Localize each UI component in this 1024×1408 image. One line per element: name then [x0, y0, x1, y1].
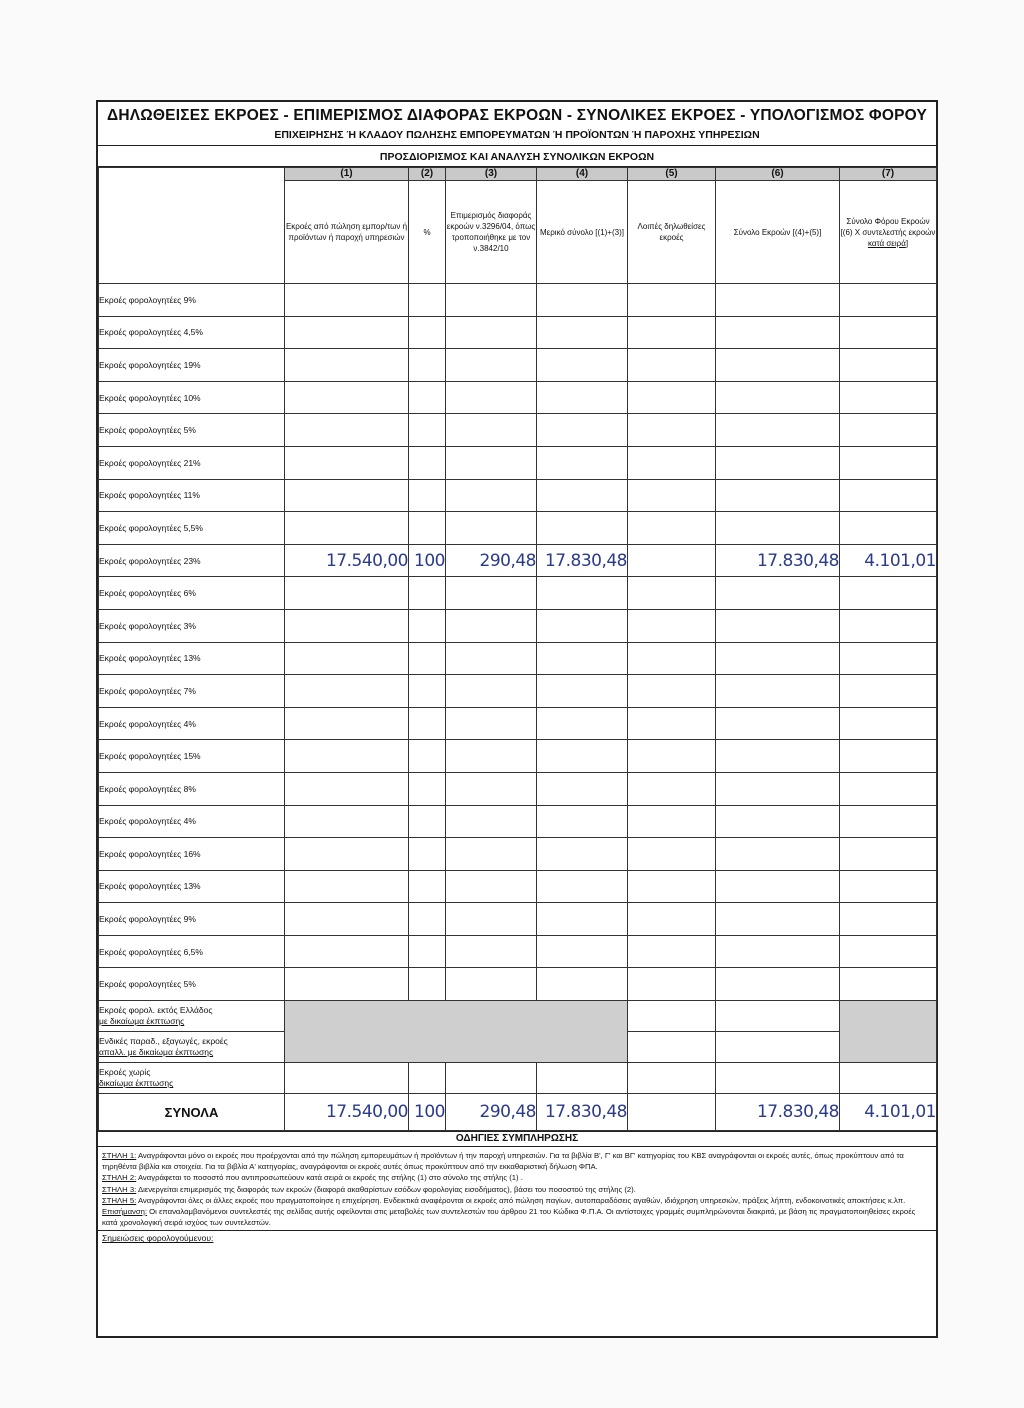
cell-c7[interactable] [840, 446, 937, 479]
rate-row-label: Εκροές φορολογητέες 5,5% [99, 512, 285, 545]
rate-row [99, 381, 937, 414]
rate-row [99, 838, 937, 871]
cell-c5[interactable] [628, 838, 716, 871]
rate-row [99, 707, 937, 740]
cell-c1[interactable] [285, 414, 409, 447]
shaded-block [840, 1001, 937, 1063]
rate-row [99, 349, 937, 382]
rate-row-label: Εκροές φορολογητέες 19% [99, 349, 285, 382]
cell-c6[interactable] [716, 1001, 840, 1032]
cell-c7[interactable] [840, 642, 937, 675]
rate-row-label: Εκροές φορολογητέες 10% [99, 381, 285, 414]
special-row-label: Εκροές χωρίς δικαίωμα έκπτωσης [99, 1063, 285, 1094]
cell-c6[interactable] [716, 609, 840, 642]
cell-c3[interactable] [446, 479, 537, 512]
cell-c6[interactable] [716, 414, 840, 447]
cell-c7[interactable] [840, 903, 937, 936]
col-header-2: % [409, 181, 446, 284]
col-number: (7) [840, 168, 937, 181]
cell-c2[interactable] [409, 609, 446, 642]
special-row-label: Ενδικές παραδ., εξαγωγές, εκροές απαλλ. με δικαίωμα έκπτωσης [99, 1032, 285, 1063]
cell-c2[interactable] [409, 284, 446, 317]
form-sheet [96, 100, 938, 1338]
cell-c3[interactable] [446, 446, 537, 479]
cell-c1[interactable] [285, 968, 409, 1001]
cell-c5[interactable] [628, 1001, 716, 1032]
cell-c4[interactable] [537, 414, 628, 447]
cell-c5[interactable] [628, 642, 716, 675]
cell-c7[interactable] [840, 381, 937, 414]
rate-row [99, 968, 937, 1001]
rate-row [99, 772, 937, 805]
cell-c3[interactable] [446, 968, 537, 1001]
cell-c5[interactable] [628, 316, 716, 349]
cell-c5[interactable] [628, 512, 716, 545]
cell-c7[interactable] [840, 772, 937, 805]
cell-c1[interactable] [285, 838, 409, 871]
cell-c6[interactable] [716, 1032, 840, 1063]
col-header-6: Σύνολο Εκροών [(4)+(5)] [716, 181, 840, 284]
rate-row-label: Εκροές φορολογητέες 23% [99, 544, 285, 577]
cell-c5[interactable] [628, 740, 716, 773]
rate-row [99, 805, 937, 838]
taxpayer-notes[interactable] [98, 1231, 936, 1295]
rate-row [99, 414, 937, 447]
cell-c6[interactable] [716, 707, 840, 740]
cell-c3[interactable] [446, 935, 537, 968]
cell-c4[interactable] [537, 707, 628, 740]
cell-c3[interactable]: 290,48 [446, 544, 537, 577]
col-header-5: Λοιπές δηλωθείσες εκροές [628, 181, 716, 284]
cell-c6[interactable] [716, 968, 840, 1001]
cell-c6[interactable] [716, 577, 840, 610]
cell-c4[interactable] [537, 740, 628, 773]
cell-c2[interactable] [409, 414, 446, 447]
instructions-heading: ΟΔΗΓΙΕΣ ΣΥΜΠΛΗΡΩΣΗΣ [98, 1131, 936, 1147]
rate-row-label: Εκροές φορολογητέες 5% [99, 968, 285, 1001]
cell-c4[interactable] [537, 935, 628, 968]
total-c3[interactable]: 290,48 [446, 1094, 537, 1131]
special-row [99, 1001, 937, 1032]
rate-row [99, 577, 937, 610]
cell-c4[interactable] [537, 609, 628, 642]
instruction-col5: ΣΤΗΛΗ 5: Αναγράφονται όλες οι άλλες εκροές που πραγματοποίησε η επιχείρηση. Ενδεικτικά αναφέρονται οι εκροές από πώληση παγίων, αυτοπαραδόσεις αγαθών, ιδιόχρηση υπηρεσιών, πράξεις λήπτη, ενδοκοινοτικές αποκτήσεις κ.λπ. [102, 1195, 906, 1205]
col-header-1: Εκροές από πώληση εμπορ/των ή προϊόντων ή παροχή υπηρεσιών [285, 181, 409, 284]
cell-c5[interactable] [628, 414, 716, 447]
cell-c4[interactable] [537, 838, 628, 871]
cell-c1[interactable] [285, 609, 409, 642]
rate-row-label: Εκροές φορολογητέες 16% [99, 838, 285, 871]
rate-row-label: Εκροές φορολογητέες 7% [99, 675, 285, 708]
cell-c3[interactable] [446, 675, 537, 708]
cell-c3[interactable] [446, 740, 537, 773]
cell-c2[interactable] [409, 675, 446, 708]
cell-c4[interactable] [537, 446, 628, 479]
instruction-col1: ΣΤΗΛΗ 1: Αναγράφονται μόνο οι εκροές που προέρχονται από την πώληση εμπορευμάτων ή προϊόντων ή την παροχή υπηρεσιών. Για τα βιβλία Β', Γ' και ΒΓ' κατηγορίας του ΚΒΣ αναγράφονται οι εκροές αυτές, όπως προκύπτουν από τα τηρηθέντα βιβλία και στοιχεία. Για τα βιβλία Α' κατηγορίας, αναγράφονται οι εκροές αυτές όπως προκύπτουν από την εκκαθαριστική δήλωση ΦΠΑ. [102, 1151, 904, 1172]
cell-c3[interactable] [446, 772, 537, 805]
cell-c5[interactable] [628, 870, 716, 903]
cell-c7[interactable] [840, 284, 937, 317]
cell-c5[interactable] [628, 1063, 716, 1094]
cell-c7[interactable] [840, 479, 937, 512]
notes-label: Σημειώσεις φορολογούμενου: [102, 1233, 214, 1244]
outputs-table [98, 167, 937, 1131]
totals-row [99, 1094, 937, 1131]
cell-c7[interactable] [840, 805, 937, 838]
cell-c1[interactable] [285, 707, 409, 740]
cell-c6[interactable] [716, 772, 840, 805]
rate-row-label: Εκροές φορολογητέες 5% [99, 414, 285, 447]
rate-row [99, 642, 937, 675]
cell-c1[interactable] [285, 870, 409, 903]
cell-c1[interactable] [285, 446, 409, 479]
cell-c6[interactable] [716, 316, 840, 349]
cell-c2[interactable] [409, 935, 446, 968]
cell-c2[interactable] [409, 479, 446, 512]
corner-cell [99, 168, 285, 284]
cell-c4[interactable] [537, 903, 628, 936]
cell-c1[interactable] [285, 642, 409, 675]
cell-c4[interactable] [537, 675, 628, 708]
rate-row [99, 284, 937, 317]
special-row [99, 1063, 937, 1094]
cell-c6[interactable] [716, 838, 840, 871]
rate-row [99, 446, 937, 479]
rate-row-label: Εκροές φορολογητέες 3% [99, 609, 285, 642]
cell-c3[interactable] [446, 805, 537, 838]
cell-c5[interactable] [628, 577, 716, 610]
col-number: (1) [285, 168, 409, 181]
col-number: (6) [716, 168, 840, 181]
col-header-4: Μερικό σύνολο [(1)+(3)] [537, 181, 628, 284]
cell-c1[interactable] [285, 316, 409, 349]
cell-c1[interactable] [285, 772, 409, 805]
total-c2[interactable]: 100 [409, 1094, 446, 1131]
col-header-3: Επιμερισμός διαφοράς εκροών ν.3296/04, όπως τροποποιήθηκε με τον ν.3842/10 [446, 181, 537, 284]
cell-c1[interactable] [285, 740, 409, 773]
rate-row-label: Εκροές φορολογητέες 4% [99, 707, 285, 740]
totals-label: ΣΥΝΟΛΑ [99, 1094, 285, 1131]
cell-c3[interactable] [446, 381, 537, 414]
cell-c6[interactable] [716, 1063, 840, 1094]
cell-c5[interactable] [628, 349, 716, 382]
section-title: ΠΡΟΣΔΙΟΡΙΣΜΟΣ ΚΑΙ ΑΝΑΛΥΣΗ ΣΥΝΟΛΙΚΩΝ ΕΚΡΟΩΝ [98, 145, 936, 166]
rate-row-label: Εκροές φορολογητέες 9% [99, 903, 285, 936]
cell-c7[interactable] [840, 1063, 937, 1094]
cell-c3[interactable] [446, 349, 537, 382]
cell-c6[interactable] [716, 349, 840, 382]
rate-row-label: Εκροές φορολογητέες 15% [99, 740, 285, 773]
rate-row-label: Εκροές φορολογητέες 13% [99, 870, 285, 903]
cell-c5[interactable] [628, 1032, 716, 1063]
col-number: (5) [628, 168, 716, 181]
rate-row-label: Εκροές φορολογητέες 9% [99, 284, 285, 317]
rate-row [99, 935, 937, 968]
cell-c7[interactable] [840, 414, 937, 447]
cell-c4[interactable] [537, 349, 628, 382]
instruction-col2: ΣΤΗΛΗ 2: Αναγράφεται το ποσοστό που αντιπροσωπεύουν κατά σειρά οι εκροές της στήλης (1) στο σύνολο της στήλης (1) . [102, 1173, 523, 1183]
total-c1[interactable]: 17.540,00 [285, 1094, 409, 1131]
cell-c7[interactable] [840, 609, 937, 642]
cell-c1[interactable] [285, 381, 409, 414]
instruction-note: Επισήμανση: Οι επαναλαμβανόμενοι συντελεστές της σελίδας αυτής οφείλονται στις μεταβολές των συντελεστών του άρθρου 21 του Κώδικα Φ.Π.Α. Οι αντίστοιχες γραμμές συμπληρώνονται διακριτά, με βάση τις πραγματοποιηθείσες εκροές κατά χρονολογική σειρά ισχύος των συντελεστών. [102, 1207, 916, 1228]
cell-c2[interactable] [409, 642, 446, 675]
cell-c5[interactable] [628, 707, 716, 740]
cell-c5[interactable] [628, 772, 716, 805]
cell-c2[interactable] [409, 577, 446, 610]
cell-c7[interactable] [840, 316, 937, 349]
form-header [98, 102, 936, 167]
cell-c5[interactable] [628, 284, 716, 317]
form-subtitle: ΕΠΙΧΕΙΡΗΣΗΣ Ή ΚΛΑΔΟΥ ΠΩΛΗΣΗΣ ΕΜΠΟΡΕΥΜΑΤΩΝ Ή ΠΡΟΪΟΝΤΩΝ Ή ΠΑΡΟΧΗΣ ΥΠΗΡΕΣΙΩΝ [274, 129, 760, 141]
cell-c6[interactable] [716, 479, 840, 512]
cell-c3[interactable] [446, 316, 537, 349]
cell-c7[interactable] [840, 512, 937, 545]
rate-row-label: Εκροές φορολογητέες 4,5% [99, 316, 285, 349]
rate-row [99, 512, 937, 545]
instruction-col3: ΣΤΗΛΗ 3: Διενεργείται επιμερισμός της διαφοράς των εκροών (διαφορά ακαθαρίστων εσόδων φορολογίας εισοδήματος), βάσει του ποσοστού της στήλης (2). [102, 1184, 636, 1194]
col-number: (2) [409, 168, 446, 181]
cell-c7[interactable] [840, 935, 937, 968]
rate-row-label: Εκροές φορολογητέες 13% [99, 642, 285, 675]
cell-c1[interactable] [285, 935, 409, 968]
rate-row-label: Εκροές φορολογητέες 8% [99, 772, 285, 805]
rate-row-label: Εκροές φορολογητέες 11% [99, 479, 285, 512]
cell-c2[interactable] [409, 316, 446, 349]
cell-c2[interactable] [409, 870, 446, 903]
cell-c6[interactable] [716, 446, 840, 479]
cell-c1[interactable] [285, 805, 409, 838]
cell-c4[interactable] [537, 577, 628, 610]
cell-c6[interactable] [716, 903, 840, 936]
cell-c2[interactable] [409, 446, 446, 479]
rate-row-label: Εκροές φορολογητέες 6% [99, 577, 285, 610]
rate-row [99, 479, 937, 512]
rate-row [99, 316, 937, 349]
cell-c6[interactable] [716, 642, 840, 675]
cell-c3[interactable] [446, 642, 537, 675]
cell-c1[interactable] [285, 1063, 409, 1094]
cell-c6[interactable] [716, 512, 840, 545]
cell-c4[interactable] [537, 512, 628, 545]
rate-row-label: Εκροές φορολογητέες 4% [99, 805, 285, 838]
instructions-text [98, 1147, 936, 1231]
cell-c1[interactable]: 17.540,00 [285, 544, 409, 577]
cell-c6[interactable] [716, 381, 840, 414]
cell-c7[interactable] [840, 870, 937, 903]
cell-c2[interactable] [409, 1063, 446, 1094]
cell-c5[interactable] [628, 675, 716, 708]
cell-c4[interactable] [537, 381, 628, 414]
cell-c4[interactable] [537, 479, 628, 512]
cell-c3[interactable] [446, 414, 537, 447]
cell-c7[interactable] [840, 707, 937, 740]
shaded-block [285, 1001, 628, 1063]
cell-c7[interactable]: 4.101,01 [840, 544, 937, 577]
cell-c5[interactable] [628, 446, 716, 479]
form-title: ΔΗΛΩΘΕΙΣΕΣ ΕΚΡΟΕΣ - ΕΠΙΜΕΡΙΣΜΟΣ ΔΙΑΦΟΡΑΣ ΕΚΡΟΩΝ - ΣΥΝΟΛΙΚΕΣ ΕΚΡΟΕΣ - ΥΠΟΛΟΓΙΣΜΟΣ ΦΟΡΟΥ [107, 107, 927, 124]
rate-row [99, 870, 937, 903]
cell-c5[interactable] [628, 805, 716, 838]
cell-c6[interactable] [716, 284, 840, 317]
col-number: (4) [537, 168, 628, 181]
cell-c3[interactable] [446, 512, 537, 545]
cell-c6[interactable] [716, 935, 840, 968]
cell-c2[interactable] [409, 838, 446, 871]
cell-c7[interactable] [840, 838, 937, 871]
cell-c2[interactable] [409, 740, 446, 773]
cell-c3[interactable] [446, 707, 537, 740]
cell-c5[interactable] [628, 381, 716, 414]
cell-c5[interactable] [628, 903, 716, 936]
cell-c4[interactable] [537, 1063, 628, 1094]
cell-c4[interactable] [537, 284, 628, 317]
rate-row [99, 903, 937, 936]
cell-c1[interactable] [285, 903, 409, 936]
cell-c1[interactable] [285, 512, 409, 545]
cell-c4[interactable] [537, 968, 628, 1001]
total-c5[interactable] [628, 1094, 716, 1131]
rate-row [99, 609, 937, 642]
cell-c3[interactable] [446, 903, 537, 936]
cell-c2[interactable]: 100 [409, 544, 446, 577]
cell-c4[interactable]: 17.830,48 [537, 544, 628, 577]
cell-c2[interactable] [409, 707, 446, 740]
cell-c4[interactable] [537, 805, 628, 838]
cell-c3[interactable] [446, 870, 537, 903]
cell-c5[interactable] [628, 479, 716, 512]
cell-c2[interactable] [409, 772, 446, 805]
cell-c4[interactable] [537, 772, 628, 805]
cell-c1[interactable] [285, 577, 409, 610]
cell-c6[interactable]: 17.830,48 [716, 544, 840, 577]
total-c7[interactable]: 4.101,01 [840, 1094, 937, 1131]
total-c4[interactable]: 17.830,48 [537, 1094, 628, 1131]
cell-c2[interactable] [409, 903, 446, 936]
rate-row [99, 675, 937, 708]
rate-row-label: Εκροές φορολογητέες 21% [99, 446, 285, 479]
cell-c6[interactable] [716, 870, 840, 903]
cell-c6[interactable] [716, 740, 840, 773]
cell-c2[interactable] [409, 381, 446, 414]
rate-row [99, 740, 937, 773]
cell-c4[interactable] [537, 316, 628, 349]
cell-c7[interactable] [840, 349, 937, 382]
cell-c1[interactable] [285, 675, 409, 708]
cell-c2[interactable] [409, 968, 446, 1001]
col-header-7: Σύνολο Φόρου Εκροών [(6) Χ συντελεστής εκροών κατά σειρά] [840, 181, 937, 284]
cell-c3[interactable] [446, 838, 537, 871]
cell-c7[interactable] [840, 740, 937, 773]
cell-c6[interactable] [716, 675, 840, 708]
col-number: (3) [446, 168, 537, 181]
cell-c1[interactable] [285, 284, 409, 317]
cell-c4[interactable] [537, 870, 628, 903]
cell-c5[interactable] [628, 609, 716, 642]
cell-c3[interactable] [446, 284, 537, 317]
special-row-label: Εκροές φορολ. εκτός Ελλάδος με δικαίωμα έκπτωσης [99, 1001, 285, 1032]
cell-c7[interactable] [840, 577, 937, 610]
cell-c5[interactable] [628, 935, 716, 968]
column-number-row [99, 168, 937, 181]
cell-c1[interactable] [285, 479, 409, 512]
cell-c5[interactable] [628, 544, 716, 577]
cell-c2[interactable] [409, 512, 446, 545]
cell-c3[interactable] [446, 1063, 537, 1094]
cell-c4[interactable] [537, 642, 628, 675]
total-c6[interactable]: 17.830,48 [716, 1094, 840, 1131]
cell-c5[interactable] [628, 968, 716, 1001]
cell-c7[interactable] [840, 675, 937, 708]
cell-c3[interactable] [446, 609, 537, 642]
cell-c3[interactable] [446, 577, 537, 610]
cell-c7[interactable] [840, 968, 937, 1001]
rate-row [99, 544, 937, 577]
cell-c1[interactable] [285, 349, 409, 382]
cell-c2[interactable] [409, 349, 446, 382]
cell-c2[interactable] [409, 805, 446, 838]
cell-c6[interactable] [716, 805, 840, 838]
rate-row-label: Εκροές φορολογητέες 6,5% [99, 935, 285, 968]
